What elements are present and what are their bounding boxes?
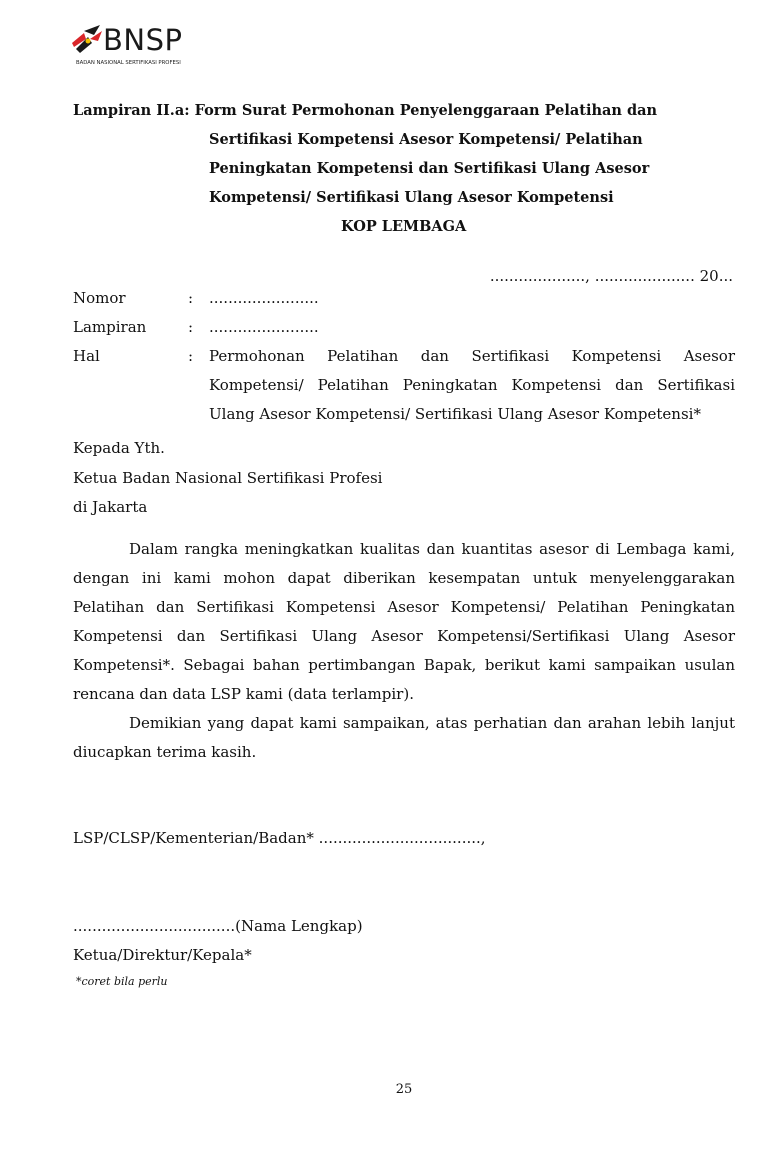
recipient-block <box>73 434 382 523</box>
field-lampiran <box>73 313 735 342</box>
kop-lembaga: KOP LEMBAGA <box>341 218 467 235</box>
letter-body <box>73 535 735 767</box>
field-nomor <box>73 284 735 313</box>
lampiran-label: Lampiran <box>73 318 147 336</box>
logo-wordmark: BNSP <box>103 23 183 57</box>
signature-position: Ketua/Direktur/Kepala* <box>73 946 252 964</box>
title-line-3: Peningkatan Kompetensi dan Sertifikasi Ulang Asesor <box>209 160 650 177</box>
document-title <box>73 96 713 241</box>
body-paragraph-1: Dalam rangka meningkatkan kualitas dan kuantitas asesor di Lembaga kami, dengan ini kami mohon dapat diberikan kesempatan untuk menyelenggarakan Pelatihan dan Sertifikasi Kompetensi Asesor Kompetensi/ Pelatihan Peningkatan Kompetensi dan Sertifikasi Ulang Asesor Kompetensi/Sertifikasi Ulang Asesor Kompetensi*. Sebagai bahan pertimbangan Bapak, berikut kami sampaikan usulan rencana dan data LSP kami (data terlampir). <box>73 540 735 703</box>
title-line-2: Sertifikasi Kompetensi Asesor Kompetensi/ Pelatihan <box>209 131 643 148</box>
body-paragraph-2: Demikian yang dapat kami sampaikan, atas perhatian dan arahan lebih lanjut diucapkan terima kasih. <box>73 714 735 761</box>
nomor-colon: : <box>188 289 194 307</box>
field-hal <box>73 342 735 429</box>
hal-label: Hal <box>73 347 100 365</box>
nomor-label: Nomor <box>73 289 126 307</box>
title-line-4: Kompetensi/ Sertifikasi Ulang Asesor Kompetensi <box>209 189 614 206</box>
lampiran-value: ....................... <box>209 318 319 336</box>
recipient-salutation: Kepada Yth. <box>73 439 165 457</box>
recipient-name: Ketua Badan Nasional Sertifikasi Profesi <box>73 468 383 487</box>
footnote: *coret bila perlu <box>76 975 168 988</box>
hal-value: Permohonan Pelatihan dan Sertifikasi Kompetensi Asesor Kompetensi/ Pelatihan Peningkatan Kompetensi dan Sertifikasi Ulang Asesor Kompetensi/ Sertifikasi Ulang Asesor Kompetensi* <box>209 347 735 423</box>
page-number: 25 <box>395 1082 413 1097</box>
nomor-value: ....................... <box>209 289 319 307</box>
logo-subtitle: BADAN NASIONAL SERTIFIKASI PROFESI <box>76 60 181 66</box>
letter-header-fields <box>73 284 735 429</box>
recipient-location: di Jakarta <box>73 498 148 516</box>
date-line: ...................., ..................... 20... <box>489 267 733 285</box>
bnsp-emblem-icon <box>70 25 104 55</box>
title-line-1: Lampiran II.a: Form Surat Permohonan Penyelenggaraan Pelatihan dan <box>73 102 658 119</box>
hal-colon: : <box>188 347 194 365</box>
signature-name: ..................................(Nama Lengkap) <box>73 917 363 935</box>
lampiran-colon: : <box>188 318 194 336</box>
bnsp-logo <box>70 22 200 70</box>
signature-institution: LSP/CLSP/Kementerian/Badan* .................................., <box>73 829 486 847</box>
